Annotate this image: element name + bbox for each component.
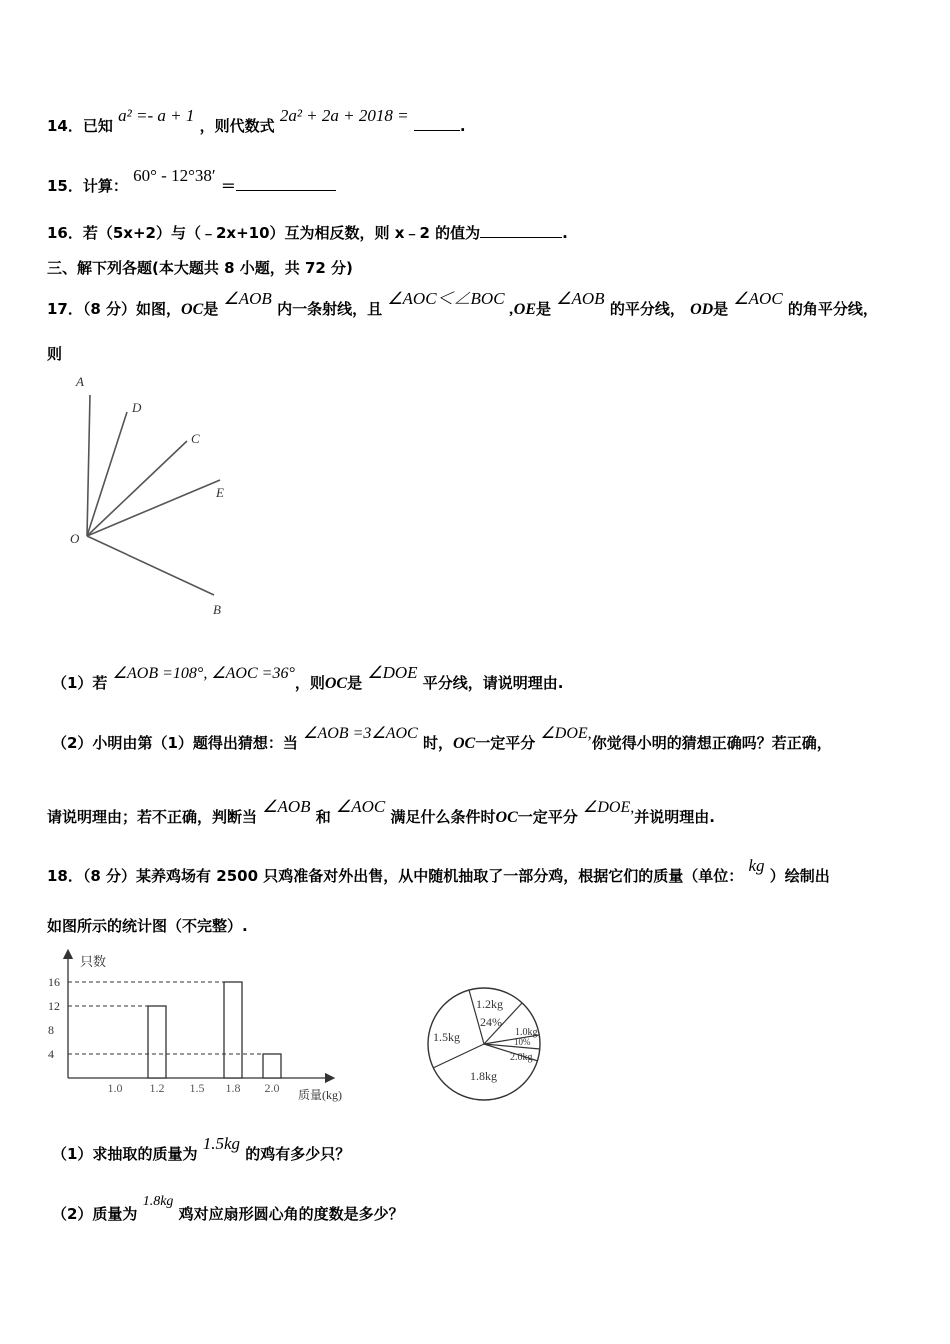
ray-ob <box>87 536 214 595</box>
answer-blank <box>414 130 460 131</box>
question-18-part2: （2）质量为 1.8kg 鸡对应扇形圆心角的度数是多少？ <box>52 1194 404 1223</box>
pie-label: 2.0kg <box>510 1052 533 1063</box>
pie-label: 1.0kg <box>515 1027 538 1038</box>
y-tick-label: 4 <box>48 1047 54 1061</box>
angle-figure <box>60 370 260 620</box>
question-16: 16．若（5x+2）与（﹣2x+10）互为相反数，则 x﹣2 的值为 . <box>47 224 568 242</box>
label-d: D <box>132 400 142 415</box>
label-a: A <box>76 374 84 389</box>
y-tick-label: 8 <box>48 1023 54 1037</box>
section-heading: 三、解下列各题(本大题共 8 小题，共 72 分) <box>47 259 353 277</box>
y-axis-label: 只数 <box>80 954 107 969</box>
label-o: O <box>70 531 80 546</box>
question-17-part2-cont: 请说明理由；若不正确，判断当 ∠AOB 和 ∠AOC 满足什么条件时OC一定平分 ∠DOE,并说明理由. <box>47 797 715 826</box>
y-tick-label: 16 <box>48 975 60 989</box>
pie-label: 1.5kg <box>433 1030 460 1044</box>
pie-chart <box>420 980 560 1110</box>
label-b: B <box>213 602 221 617</box>
bar-1.8 <box>224 982 242 1078</box>
x-tick-label: 1.2 <box>149 1081 165 1095</box>
label-c: C <box>191 431 200 446</box>
question-18: 18．（8 分）某养鸡场有 2500 只鸡准备对外出售，从中随机抽取了一部分鸡，根据它们的质量（单位： kg ）绘制出 <box>47 856 830 885</box>
bar-chart <box>40 948 380 1110</box>
math-expression: 60° - 12°38′ <box>133 166 216 185</box>
math-expression: a² =- a + 1 <box>118 106 195 125</box>
pie-label: 1.8kg <box>470 1069 497 1083</box>
question-18-part1: （1）求抽取的质量为 1.5kg 的鸡有多少只？ <box>52 1134 351 1163</box>
bar-1.2 <box>148 1006 166 1078</box>
x-tick-label: 1.8 <box>225 1081 241 1095</box>
question-17-part1: （1）若 ∠AOB =108°, ∠AOC =36°，则OC是 ∠DOE 平分线，请说明理由. <box>52 663 564 692</box>
ray-oe <box>87 480 220 536</box>
pie-label: 10% <box>514 1037 531 1047</box>
label-e: E <box>216 485 224 500</box>
question-17-then: 则 <box>47 345 63 363</box>
question-18-cont: 如图所示的统计图（不完整）. <box>47 917 248 935</box>
pie-label: 24% <box>480 1015 502 1029</box>
y-tick-label: 12 <box>48 999 60 1013</box>
pie-divider <box>433 1044 484 1068</box>
x-tick-label: 1.5 <box>189 1081 205 1095</box>
question-15: 15．计算： 60° - 12°38′ ＝ <box>47 175 336 196</box>
answer-blank <box>236 190 336 191</box>
question-17-part2: （2）小明由第（1）题得出猜想：当 ∠AOB =3∠AOC 时，OC一定平分 ∠DOE,你觉得小明的猜想正确吗？若正确， <box>52 725 832 752</box>
bar-2.0 <box>263 1054 281 1078</box>
x-axis-label: 质量(kg) <box>298 1088 342 1102</box>
math-expression: 2a² + 2a + 2018 = <box>279 106 409 125</box>
question-17: 17．（8 分）如图，OC是 ∠AOB 内一条射线，且 ∠AOC＜∠BOC ,OE是 ∠AOB 的平分线， OD是 ∠AOC 的角平分线， <box>47 289 878 318</box>
x-tick-label: 1.0 <box>107 1081 123 1095</box>
ray-oa <box>87 395 90 536</box>
x-tick-label: 2.0 <box>264 1081 280 1095</box>
pie-label: 1.2kg <box>476 997 503 1011</box>
answer-blank <box>480 237 562 238</box>
question-14: 14．已知 a² =- a + 1 ，则代数式 2a² + 2a + 2018 = . <box>47 106 466 135</box>
